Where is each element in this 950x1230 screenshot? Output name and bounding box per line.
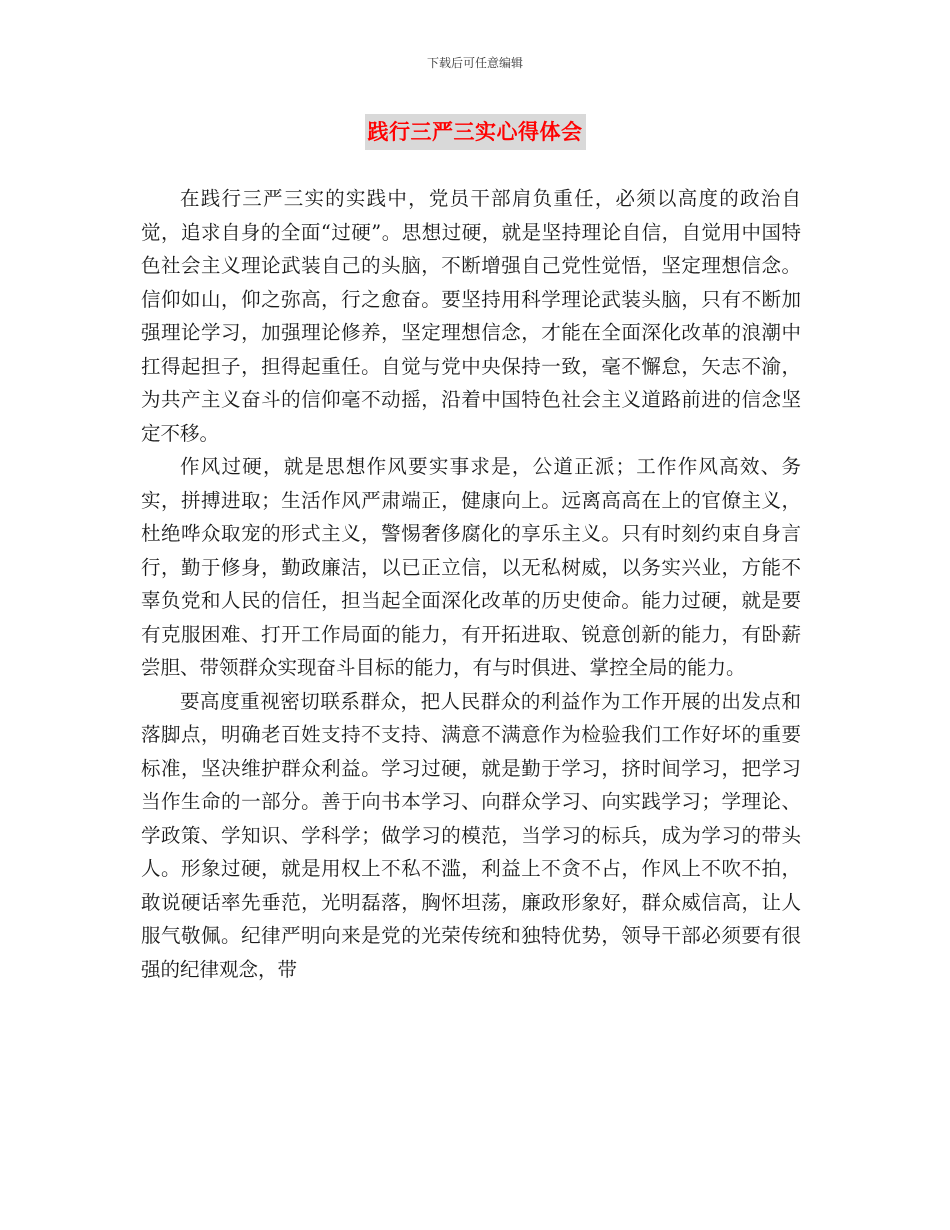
document-body	[141, 182, 801, 986]
paragraph-2: 作风过硬，就是思想作风要实事求是，公道正派；工作作风高效、务实，拼搏进取；生活作风严肃端正，健康向上。远离高高在上的官僚主义，杜绝哗众取宠的形式主义，警惕奢侈腐化的享乐主义。只有时刻约束自身言行，勤于修身，勤政廉洁，以已正立信，以无私树威，以务实兴业，方能不辜负党和人民的信任，担当起全面深化改革的历史使命。能力过硬，就是要有克服困难、打开工作局面的能力，有开拓进取、锐意创新的能力，有卧薪尝胆、带领群众实现奋斗目标的能力，有与时俱进、掌控全局的能力。	[141, 455, 801, 679]
paragraph-3: 要高度重视密切联系群众，把人民群众的利益作为工作开展的出发点和落脚点，明确老百姓支持不支持、满意不满意作为检验我们工作好坏的重要标准，坚决维护群众利益。学习过硬，就是勤于学习，挤时间学习，把学习当作生命的一部分。善于向书本学习、向群众学习、向实践学习；学理论、学政策、学知识、学科学；做学习的模范，当学习的标兵，成为学习的带头人。形象过硬，就是用权上不私不滥，利益上不贪不占，作风上不吹不拍，敢说硬话率先垂范，光明磊落，胸怀坦荡，廉政形象好，群众威信高，让人服气敬佩。纪律严明向来是党的光荣传统和独特优势，领导干部必须要有很强的纪律观念，带	[141, 689, 801, 981]
header-note: 下载后可任意编辑	[426, 56, 523, 70]
title-container	[0, 114, 950, 150]
document-title: 践行三严三实心得体会	[365, 114, 586, 150]
paragraph-1: 在践行三严三实的实践中，党员干部肩负重任，必须以高度的政治自觉，追求自身的全面“过硬”。思想过硬，就是坚持理论自信，自觉用中国特色社会主义理论武装自己的头脑，不断增强自己党性觉悟，坚定理想信念。信仰如山，仰之弥高，行之愈奋。要坚持用科学理论武装头脑，只有不断加强理论学习，加强理论修养，坚定理想信念，才能在全面深化改革的浪潮中扛得起担子，担得起重任。自觉与党中央保持一致，毫不懈怠，矢志不渝，为共产主义奋斗的信仰毫不动摇，沿着中国特色社会主义道路前进的信念坚定不移。	[141, 187, 801, 445]
